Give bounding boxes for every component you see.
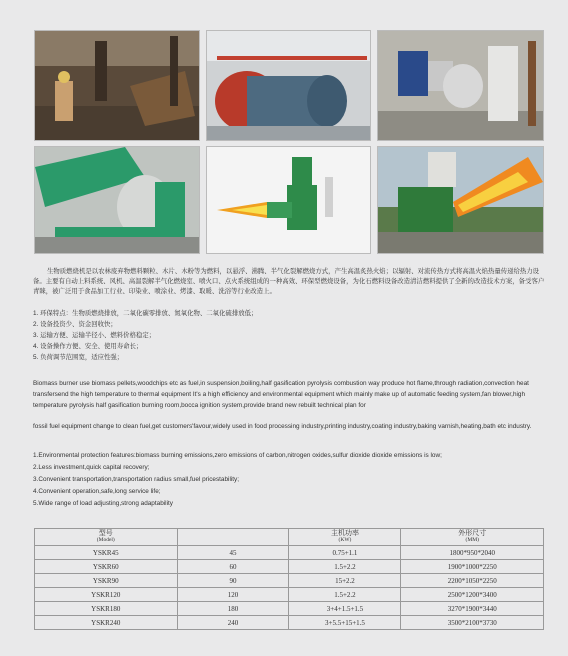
cell-dimensions: 2500*1200*3400 [401, 588, 544, 602]
cell-capacity: 45 [177, 546, 289, 560]
cell-power: 0.75+1.1 [289, 546, 401, 560]
cell-power: 1.5+2.2 [289, 588, 401, 602]
table-row [35, 546, 544, 560]
cell-power: 3+5.5+15+1.5 [289, 616, 401, 630]
cell-dimensions: 2200*1050*2250 [401, 574, 544, 588]
burner-render-flame-photo [206, 146, 371, 254]
english-feature-list [33, 451, 545, 511]
list-item: 3. 运输方便、运输半径小、燃料价格稳定； [33, 332, 156, 339]
cell-model: YSKR45 [35, 546, 178, 560]
list-item: 5.Wide range of load adjusting,strong adaptability [33, 500, 173, 507]
cell-capacity: 120 [177, 588, 289, 602]
header-model: 型号 (Model) [35, 529, 178, 546]
table-row [35, 616, 544, 630]
cell-dimensions: 1800*950*2040 [401, 546, 544, 560]
outdoor-burner-flame-photo [377, 146, 544, 254]
table-row [35, 602, 544, 616]
cell-capacity: 90 [177, 574, 289, 588]
header-power: 主机功率 (KW) [289, 529, 401, 546]
blue-burner-unit-photo [377, 30, 544, 141]
cell-model: YSKR120 [35, 588, 178, 602]
red-boiler-photo [206, 30, 371, 141]
list-item: 1. 环保特点：生物质燃烧排放，二氧化碳零排放、氮氧化物、二氧化硫排放低； [33, 310, 258, 317]
table-header-row [35, 529, 544, 546]
cell-model: YSKR90 [35, 574, 178, 588]
table-row [35, 574, 544, 588]
table-row [35, 588, 544, 602]
cell-model: YSKR60 [35, 560, 178, 574]
list-item: 4.Convenient operation,safe,long service life; [33, 488, 161, 495]
chinese-intro-paragraph: 生物质燃烧机是以农林废弃物燃料颗粒、木片、木粉等为燃料，以悬浮、沸腾、半气化裂解燃烧方式，产生高温炙热火焰；以辐射、对流传热方式将高温火焰热量传递给热力设备。主要有自动上料系统、风机、高温裂解半气化燃烧室、喷火口、点火系统组成的一种高效、环保型燃烧设备，为化石燃料设备改造清洁燃料提供了全新的改造技术方案，备受客户青睐，被广泛用于食品加工行业、印染业、喷涂业、烤漆、取暖、洗浴等行业改造上。 [33, 268, 545, 295]
cell-power: 15+2.2 [289, 574, 401, 588]
list-item: 4. 设备操作方便、安全、使用寿命长； [33, 343, 143, 350]
english-intro-paragraph: Biomass burner use biomass pellets,woodchips etc as fuel,in suspension,boiling,half gasification pyrolysis combustion way produce hot flame,through radiation,convection heat transfersend the high temperature to thermal equipment It's a high efficiency and environmental equipment which mainly make up of automatic feeding system,fan blower,high temperature pyrolysis half gasification burning room,bocca ignition system,provide brand new rebuilt technical plan for [33, 380, 529, 409]
list-item: 3.Convenient transportation,transportation radius small,fuel pricestability; [33, 476, 240, 483]
english-intro-paragraph-continued: fossil fuel equipment change to clean fuel,get customers'favour,widely used in food processing industry,printing industry,coating industry,baking varnish,heating,bath etc industry. [33, 423, 532, 430]
header-blank [177, 529, 289, 546]
cell-capacity: 240 [177, 616, 289, 630]
list-item: 2.Less investment,quick capital recovery; [33, 464, 150, 471]
factory-workers-photo [34, 30, 200, 141]
cell-model: YSKR240 [35, 616, 178, 630]
cell-capacity: 180 [177, 602, 289, 616]
list-item: 1.Environmental protection features:biomass burning emissions,zero emissions of carbon,nitrogen oxides,sulfur dioxide dioxide emissions is low; [33, 452, 442, 459]
cell-power: 3+4+1.5+1.5 [289, 602, 401, 616]
header-dimensions: 外形尺寸 (MM) [401, 529, 544, 546]
cell-dimensions: 3270*1900*3440 [401, 602, 544, 616]
cell-power: 1.5+2.2 [289, 560, 401, 574]
cell-model: YSKR180 [35, 602, 178, 616]
green-burner-fan-photo [34, 146, 200, 254]
cell-capacity: 60 [177, 560, 289, 574]
spec-table [34, 528, 544, 630]
cell-dimensions: 1900*1000*2250 [401, 560, 544, 574]
list-item: 2. 设备投资少、资金回收快； [33, 321, 117, 328]
cell-dimensions: 3500*2100*3730 [401, 616, 544, 630]
chinese-feature-list [33, 309, 545, 364]
list-item: 5. 负荷调节范围宽，适应性强； [33, 354, 124, 361]
table-row [35, 560, 544, 574]
